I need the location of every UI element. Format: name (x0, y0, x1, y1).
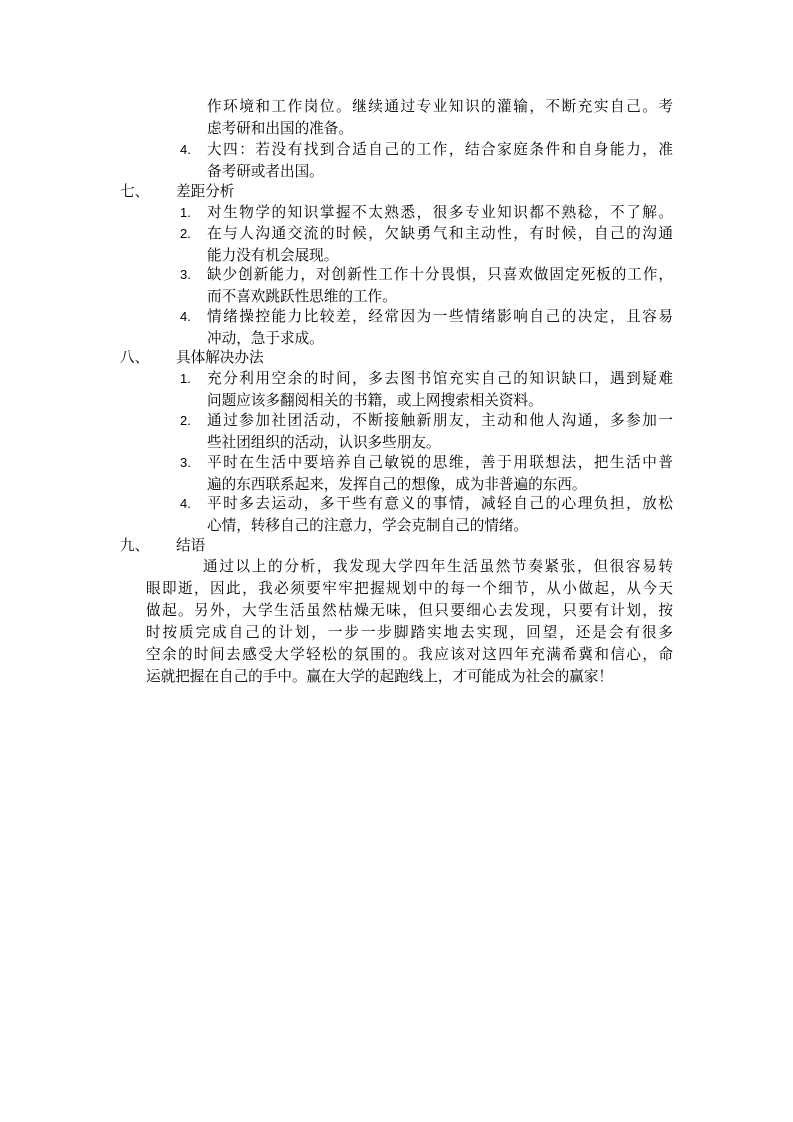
list-item-line: 缺少创新能力，对创新性工作十分畏惧，只喜欢做固定死板的工作， (207, 266, 673, 283)
section-number: 七、 (120, 183, 150, 200)
list-number: 2. (180, 226, 191, 241)
list-item-line: 大四：若没有找到合适自己的工作，结合家庭条件和自身能力，准 (207, 141, 673, 158)
list-item-line: 充分利用空余的时间，多去图书馆充实自己的知识缺口，遇到疑难 (207, 370, 673, 387)
list-number: 4. (180, 142, 191, 157)
list-item-line: 冲动，急于求成。 (207, 330, 324, 347)
list-item-line: 而不喜欢跳跃性思维的工作。 (207, 288, 397, 305)
conclusion-line: 眼即逝，因此，我必须要牢牢把握规划中的每一个细节，从小做起，从今天 (146, 580, 673, 597)
list-number: 3. (180, 455, 191, 470)
list-item-line: 情绪操控能力比较差，经常因为一些情绪影响自己的决定，且容易 (207, 308, 673, 325)
conclusion-line: 时按质完成自己的计划，一步一步脚踏实地去实现，回望，还是会有很多 (146, 624, 673, 641)
conclusion-line: 做起。另外，大学生活虽然枯燥无味，但只要细心去发现，只要有计划，按 (146, 602, 673, 619)
list-item-line: 些社团组织的活动，认识多些朋友。 (207, 434, 441, 451)
list-number: 3. (180, 267, 191, 282)
section-title: 差距分析 (176, 183, 235, 200)
list-item-line: 能力没有机会展现。 (207, 247, 339, 264)
list-number: 1. (180, 205, 191, 220)
list-item-line: 在与人沟通交流的时候，欠缺勇气和主动性，有时候，自己的沟通 (207, 225, 673, 242)
paragraph-line: 作环境和工作岗位。继续通过专业知识的灌输，不断充实自己。考 (207, 98, 673, 115)
list-item-line: 通过参加社团活动，不断接触新朋友，主动和他人沟通，多参加一 (207, 412, 673, 429)
list-number: 4. (180, 496, 191, 511)
section-title: 结语 (176, 537, 206, 554)
list-item-line: 平时在生活中要培养自己敏锐的思维，善于用联想法，把生活中普 (207, 454, 673, 471)
list-number: 1. (180, 371, 191, 386)
list-number: 4. (180, 309, 191, 324)
section-title: 具体解决办法 (176, 349, 264, 366)
list-item-line: 平时多去运动，多干些有意义的事情，减轻自己的心理负担，放松 (207, 495, 673, 512)
list-item-line: 对生物学的知识掌握不太熟悉，很多专业知识都不熟稔，不了解。 (207, 204, 673, 221)
conclusion-line: 运就把握在自己的手中。赢在大学的起跑线上，才可能成为社会的赢家！ (146, 668, 614, 685)
list-item-line: 备考研或者出国。 (207, 163, 324, 180)
list-item-line: 遍的东西联系起来，发挥自己的想像，成为非普遍的东西。 (207, 476, 587, 493)
section-number: 九、 (120, 537, 150, 554)
section-number: 八、 (120, 349, 150, 366)
list-number: 2. (180, 413, 191, 428)
list-item-line: 问题应该多翻阅相关的书籍，或上网搜索相关资料。 (207, 392, 543, 409)
paragraph-line: 虑考研和出国的准备。 (207, 120, 353, 137)
conclusion-line: 通过以上的分析，我发现大学四年生活虽然节奏紧张，但很容易转 (203, 558, 673, 575)
conclusion-line: 空余的时间去感受大学轻松的氛围的。我应该对这四年充满希冀和信心，命 (146, 646, 673, 663)
list-item-line: 心情，转移自己的注意力，学会克制自己的情绪。 (207, 517, 529, 534)
